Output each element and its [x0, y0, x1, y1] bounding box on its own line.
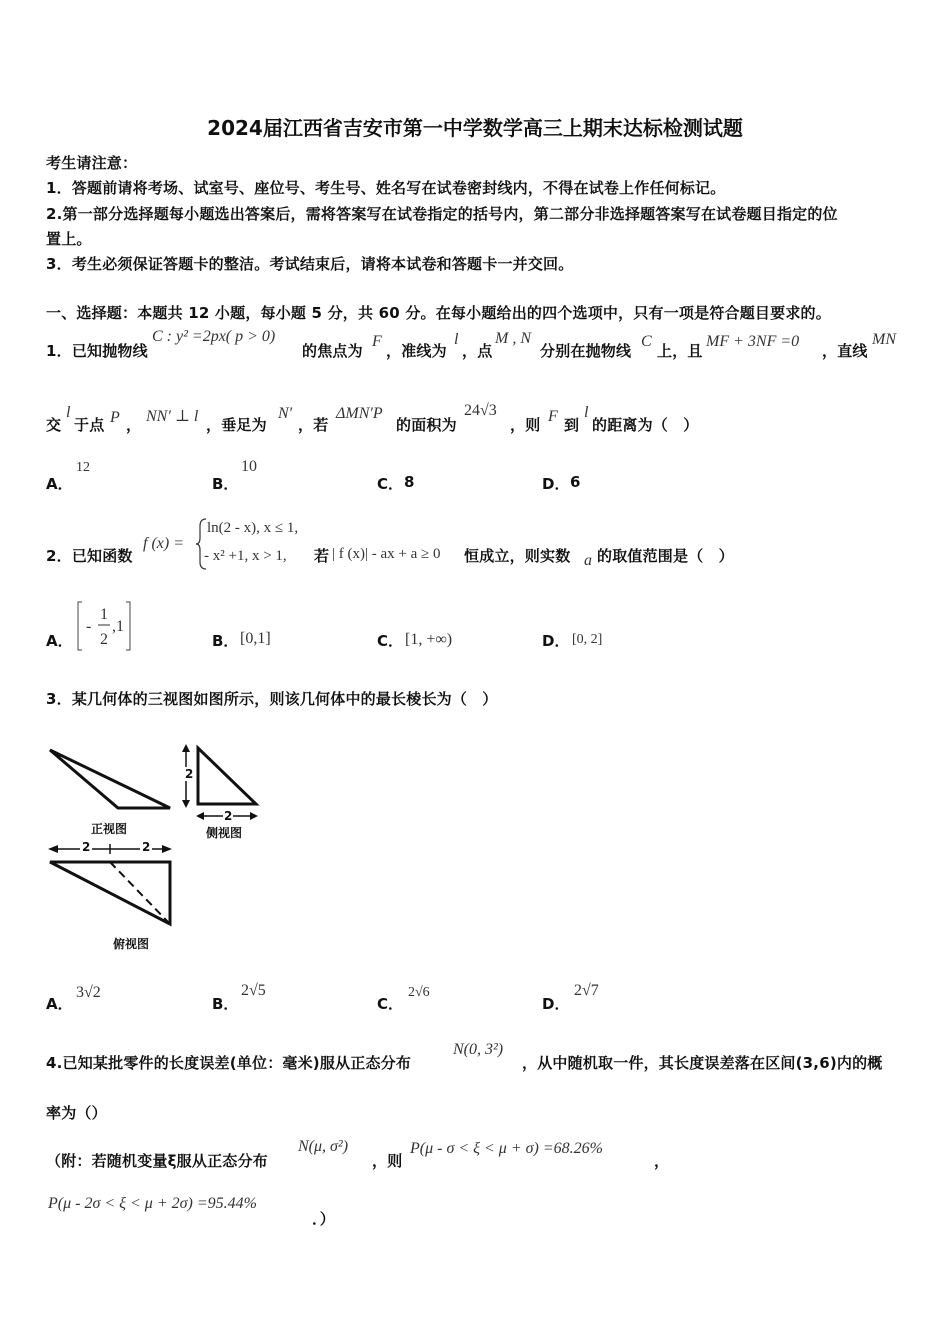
- q1-math-P: P: [110, 409, 120, 426]
- q2-text-1: 2．已知函数: [46, 547, 133, 565]
- q1-text-16: 的距离为（ ）: [592, 416, 699, 434]
- q4-math-prob-2: P(μ - 2σ < ξ < μ + 2σ) =95.44%: [48, 1195, 257, 1212]
- top-dim-label-1: 2: [82, 840, 91, 854]
- q1-text-12: ，若: [298, 416, 329, 434]
- q1-option-c-label: C．: [377, 475, 404, 493]
- notice-heading: 考生请注意：: [46, 154, 138, 172]
- q1-text-11: ，垂足为: [206, 416, 267, 434]
- svg-text:-: -: [86, 618, 92, 635]
- q3-option-c-value: 2√6: [408, 985, 430, 1000]
- q1-text-8: 交: [46, 416, 62, 434]
- q1-math-parabola: C : y² =2px( p > 0): [152, 328, 276, 345]
- side-width-label: 2: [224, 809, 233, 823]
- q1-text-1: 1．已知抛物线: [46, 342, 148, 360]
- q2-option-d-label: D．: [542, 632, 570, 650]
- svg-text:,1: ,1: [112, 618, 124, 635]
- q1-text-10: ，: [126, 416, 142, 434]
- q4-text-7: ．）: [312, 1210, 335, 1228]
- front-view-shape: [50, 750, 170, 808]
- side-view-label: 侧视图: [206, 826, 243, 840]
- q1-text-14: ，则: [510, 416, 541, 434]
- q4-math-prob-1: P(μ - σ < ξ < μ + σ) =68.26%: [410, 1140, 603, 1157]
- q4-text-5: ，则: [372, 1152, 403, 1170]
- q1-option-d-value: 6: [570, 473, 581, 491]
- notice-item-2-cont: 置上。: [46, 230, 92, 248]
- side-view-shape: [198, 748, 256, 804]
- q1-math-l2: l: [66, 404, 71, 421]
- q1-text-7: ，直线: [822, 342, 868, 360]
- q3-text: 3．某几何体的三视图如图所示，则该几何体中的最长棱长为（ ）: [46, 690, 498, 708]
- q1-option-b-value: 10: [241, 458, 257, 475]
- q2-case-2: - x² +1, x > 1,: [204, 548, 287, 564]
- q3-option-d-label: D．: [542, 995, 570, 1013]
- q1-math-F: F: [372, 333, 382, 350]
- top-view-hidden-edge: [110, 862, 170, 924]
- q3-three-view-figure: [44, 740, 274, 955]
- q1-text-4: ，点: [462, 342, 493, 360]
- q3-option-b-value: 2√5: [241, 982, 266, 999]
- notice-item-1: 1．答题前请将考场、试室号、座位号、考生号、姓名写在试卷密封线内，不得在试卷上作任何标记。: [46, 179, 726, 197]
- q1-text-13: 的面积为: [396, 416, 457, 434]
- q1-math-l3: l: [584, 404, 589, 421]
- q4-math-normal-2: N(μ, σ²): [298, 1138, 349, 1155]
- top-dim-label-2: 2: [142, 840, 151, 854]
- q2-option-b-value: [0,1]: [240, 630, 271, 647]
- q3-option-b-label: B．: [212, 995, 239, 1013]
- q1-text-5: 分别在抛物线: [540, 342, 632, 360]
- q1-math-area: 24√3: [464, 402, 497, 419]
- q4-text-6: ，: [654, 1152, 670, 1170]
- page-title: 2024届江西省吉安市第一中学数学高三上期末达标检测试题: [207, 116, 743, 140]
- q1-math-l: l: [454, 331, 459, 348]
- q1-math-C: C: [641, 333, 652, 350]
- q1-option-a-label: A．: [46, 475, 73, 493]
- q2-math-a: a: [584, 552, 592, 569]
- front-view-label: 正视图: [91, 822, 128, 836]
- notice-item-2: 2.第一部分选择题每小题选出答案后，需将答案写在试卷指定的括号内，第二部分非选择题答案写在试卷题目指定的位: [46, 205, 838, 223]
- q4-text-3: 率为（）: [46, 1104, 107, 1122]
- q2-math-inequality: | f (x)| - ax + a ≥ 0: [332, 546, 441, 562]
- q4-text-4: （附：若随机变量ξ服从正态分布: [46, 1152, 268, 1170]
- q3-option-c-label: C．: [377, 995, 404, 1013]
- q2-case-1: ln(2 - x), x ≤ 1,: [207, 520, 299, 536]
- q2-text-3: 恒成立，则实数: [464, 547, 571, 565]
- q2-math-f: f (x) =: [143, 535, 184, 552]
- q2-option-c-value: [1, +∞): [405, 631, 453, 648]
- q1-option-d-label: D．: [542, 475, 570, 493]
- q1-text-15: 到: [564, 416, 580, 434]
- side-height-label: 2: [185, 767, 194, 781]
- q1-text-6: 上，且: [657, 342, 703, 360]
- q1-text-9: 于点: [74, 416, 105, 434]
- top-view-shape: [50, 862, 170, 924]
- section-heading: 一、选择题：本题共 12 小题，每小题 5 分，共 60 分。在每小题给出的四个选项中，只有一项是符合题目要求的。: [46, 304, 831, 322]
- q1-text-3: ，准线为: [386, 342, 447, 360]
- q2-option-d-value: [0, 2]: [572, 632, 603, 647]
- q2-option-b-label: B．: [212, 632, 239, 650]
- q4-text-1: 4.已知某批零件的长度误差(单位：毫米)服从正态分布: [46, 1054, 412, 1072]
- q4-text-2: ，从中随机取一件，其长度误差落在区间(3,6)内的概: [522, 1054, 883, 1072]
- q3-option-a-label: A．: [46, 995, 73, 1013]
- q2-text-2: 若: [314, 547, 330, 565]
- q3-option-a-value: 3√2: [76, 984, 101, 1001]
- q1-math-vector-eq: MF + 3NF =0: [706, 333, 800, 350]
- q1-option-c-value: 8: [404, 473, 415, 491]
- q1-math-N1: N′: [278, 405, 293, 422]
- svg-text:2: 2: [100, 631, 108, 648]
- q1-math-MN: M , N: [495, 330, 531, 347]
- q1-math-triangle: ΔMN′P: [336, 405, 383, 422]
- svg-text:1: 1: [100, 606, 108, 623]
- q1-math-MN2: MN: [872, 331, 896, 348]
- q2-text-4: 的取值范围是（ ）: [597, 547, 734, 565]
- q1-option-a-value: 12: [76, 460, 90, 475]
- notice-item-3: 3．考生必须保证答题卡的整洁。考试结束后，请将本试卷和答题卡一并交回。: [46, 255, 574, 273]
- q2-option-a-label: A．: [46, 632, 73, 650]
- q1-math-perp: NN′ ⊥ l: [146, 408, 199, 425]
- q1-option-b-label: B．: [212, 475, 239, 493]
- top-view-label: 俯视图: [113, 937, 150, 951]
- q2-option-c-label: C．: [377, 632, 404, 650]
- q1-math-F2: F: [548, 408, 558, 425]
- q3-option-d-value: 2√7: [574, 982, 599, 999]
- q1-text-2: 的焦点为: [302, 342, 363, 360]
- q2-option-a-fraction-icon: [76, 600, 136, 652]
- q4-math-normal: N(0, 3²): [453, 1041, 504, 1058]
